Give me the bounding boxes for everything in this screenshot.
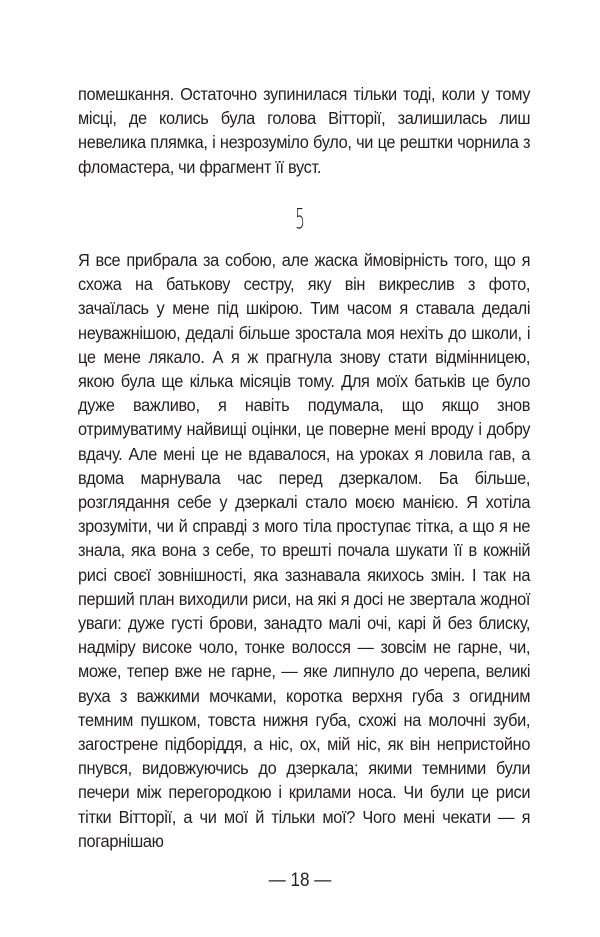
- main-text-block: [78, 248, 559, 853]
- chapter-heading: 5: [295, 202, 305, 235]
- main-paragraph: Я все прибрала за собою, але жаска ймовірність того, що я схожа на батькову сестру, яку він викреслив з фото, зачаїлась у мене під шкірою. Тим часом я ставала дедалі неуважнішою, дедалі більше зростала моя нехіть до школи, і це мене лякало. А я ж прагнула знову стати відмінницею, якою була ще кілька місяців тому. Для моїх батьків це було дуже важливо, я навіть подумала, що якщо знов отримуватиму найвищі оцінки, це поверне мені вроду і добру вдачу. Але мені це не вдавалося, на уроках я ловила гав, а вдома марнувала час перед дзеркалом. Ба більше, розглядання себе у дзеркалі стало моєю манією. Я хотіла зрозуміти, чи й справді з мого тіла проступає тітка, а що я не знала, яка вона з себе, то врешті почала шукати її в кожній рисі своєї зовнішності, яка зазнавала якихось змін. І так на перший план виходили риси, на які я досі не звертала жодної уваги: дуже густі брови, занадто малі очі, карі й без блиску, надміру високе чоло, тонке волосся — зовсім не гарне, чи, може, тепер вже не гарне, — яке липнуло до черепа, великі вуха з важкими мочками, коротка верхня губа з огидним темним пушком, товста нижня губа, схожі на молочні зуби, загострене підборіддя, а ніс, ох, мій ніс, як він непристойно пнувся, видовжуючись до дзеркала; якими темними були печери між перегородкою і крилами носа. Чи були це риси тітки Вітторії, а чи мої й тільки мої? Чого мені чекати — я погарнішаю: [78, 250, 531, 851]
- intro-paragraph: помешкання. Остаточно зупинилася тільки тоді, коли у тому місці, де колись була голова Вітторії, залишилась лиш невелика плямка, і незрозуміло було, чи це рештки чорнила з фломастера, чи фрагмент її вуст.: [78, 84, 531, 177]
- page-number: — 18 —: [268, 870, 332, 891]
- intro-block: [78, 82, 530, 179]
